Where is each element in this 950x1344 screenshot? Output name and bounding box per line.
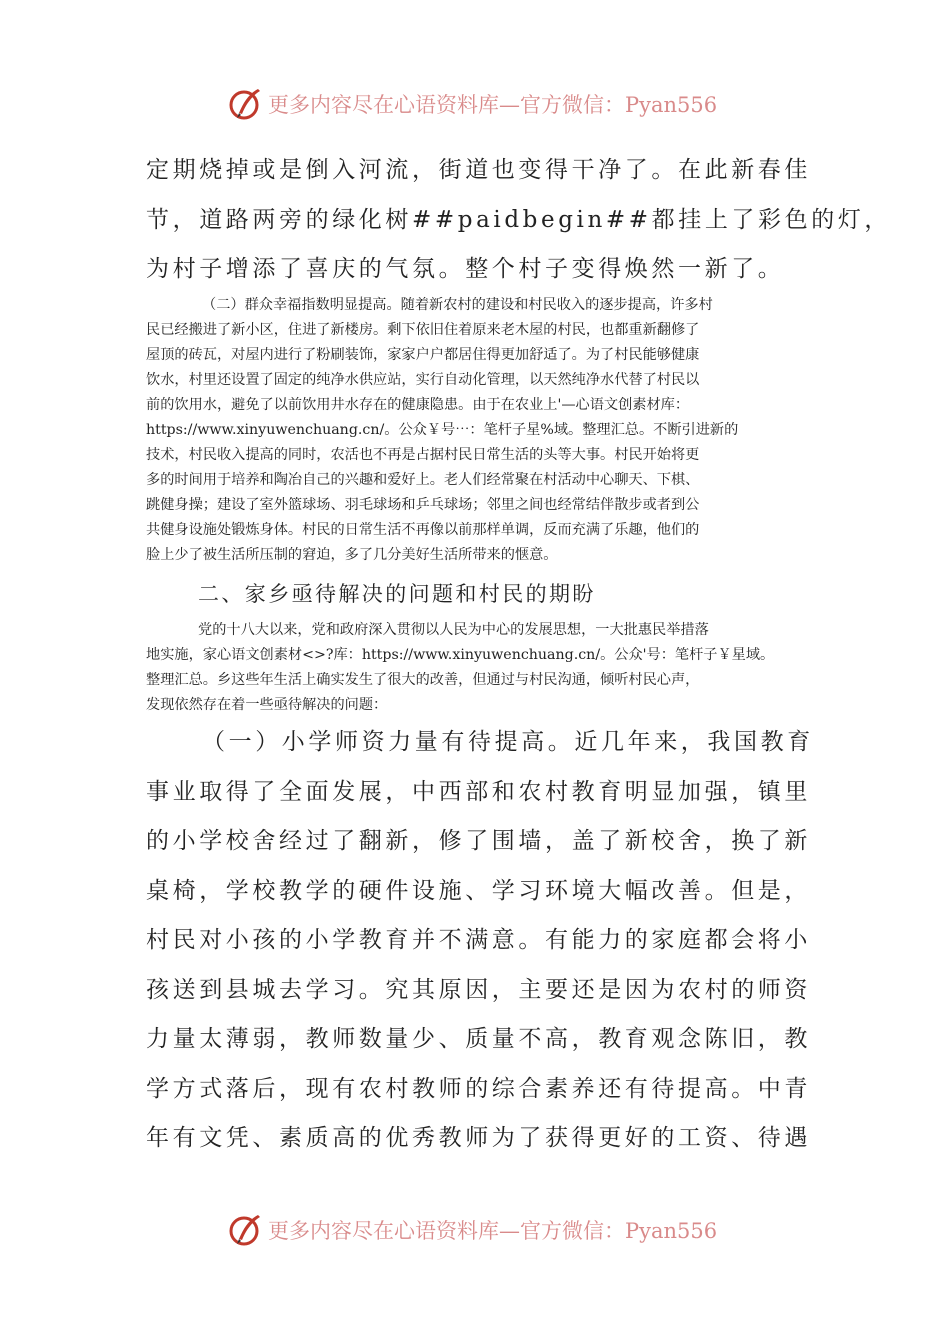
text-line: 桌椅，学校教学的硬件设施、学习环境大幅改善。但是， [146,877,811,904]
header-banner [228,84,748,124]
bottom-paragraph [146,718,814,1164]
text-line: 发现依然存在着一些亟待解决的问题： [146,697,388,713]
text-line: 地实施，家心语文创素材<>?库：https://www.xinyuwenchuang.cn/。公众'号：笔杆子￥星域。 [146,647,775,663]
top-paragraph [146,146,892,295]
text-line: 共健身设施处锻炼身体。村民的日常生活不再像以前那样单调，反而充满了乐趣，他们的 [146,522,700,538]
quill-pen-logo-icon [228,1213,262,1247]
text-line: 定期烧掉或是倒入河流，街道也变得干净了。在此新春佳 [146,157,811,183]
text-line: （二）群众幸福指数明显提高。随着新农村的建设和村民收入的逐步提高，许多村 [202,297,713,313]
text-line: 节，道路两旁的绿化树##paidbegin##都挂上了彩色的灯， [146,206,892,233]
section-heading-text: 二、家乡亟待解决的问题和村民的期盼 [198,582,596,606]
text-line: 孩送到县城去学习。究其原因，主要还是因为农村的师资 [146,976,811,1003]
text-line: 学方式落后，现有农村教师的综合素养还有待提高。中青 [146,1075,811,1102]
text-line: 事业取得了全面发展，中西部和农村教育明显加强，镇里 [146,778,811,805]
quill-pen-logo-icon [228,87,262,121]
small-paragraph-1 [146,293,806,568]
text-line: 脸上少了被生活所压制的窘迫，多了几分美好生活所带来的惬意。 [146,547,558,563]
text-line: 力量太薄弱，教师数量少、质量不高，教育观念陈旧，教 [146,1026,811,1052]
text-line: 民已经搬进了新小区，住进了新楼房。剩下依旧住着原来老木屋的村民，也都重新翻修了 [146,322,700,338]
section-heading [146,578,806,608]
text-line: 饮水，村里还设置了固定的纯净水供应站，实行自动化管理，以天然纯净水代替了村民以 [146,372,700,388]
text-line: 村民对小孩的小学教育并不满意。有能力的家庭都会将小 [146,927,811,953]
header-banner-text: 更多内容尽在心语资料库—官方微信：Pyan556 [268,93,718,117]
text-line: 屋顶的砖瓦，对屋内进行了粉刷装饰，家家户户都居住得更加舒适了。为了村民能够健康 [146,347,700,363]
text-line: 年有文凭、素质高的优秀教师为了获得更好的工资、待遇 [146,1125,811,1151]
small-paragraph-2 [146,618,806,718]
footer-banner-text: 更多内容尽在心语资料库—官方微信：Pyan556 [268,1219,718,1243]
text-line: 多的时间用于培养和陶冶自己的兴趣和爱好上。老人们经常聚在村活动中心聊天、下棋、 [146,472,700,488]
text-line: 整理汇总。乡这些年生活上确实发生了很大的改善，但通过与村民沟通，倾听村民心声， [146,672,700,688]
text-line: 技术，村民收入提高的同时，农活也不再是占据村民日常生活的头等大事。村民开始将更 [146,447,700,463]
text-line: （一）小学师资力量有待提高。近几年来，我国教育 [202,729,814,755]
footer-banner [228,1210,748,1250]
text-line: 为村子增添了喜庆的气氛。整个村子变得焕然一新了。 [146,256,785,282]
text-line: 党的十八大以来，党和政府深入贯彻以人民为中心的发展思想，一大批惠民举措落 [198,622,709,638]
text-line: https://www.xinyuwenchuang.cn/。公众￥号⋯：笔杆子星%域。整理汇总。不断引进新的 [146,422,739,438]
text-line: 前的饮用水，避免了以前饮用井水存在的健康隐患。由于在农业上'—心语文创素材库： [146,397,690,413]
text-line: 的小学校舍经过了翻新，修了围墙，盖了新校舍，换了新 [146,828,811,854]
text-line: 跳健身操；建设了室外篮球场、羽毛球场和乒乓球场；邻里之间也经常结伴散步或者到公 [146,497,700,513]
